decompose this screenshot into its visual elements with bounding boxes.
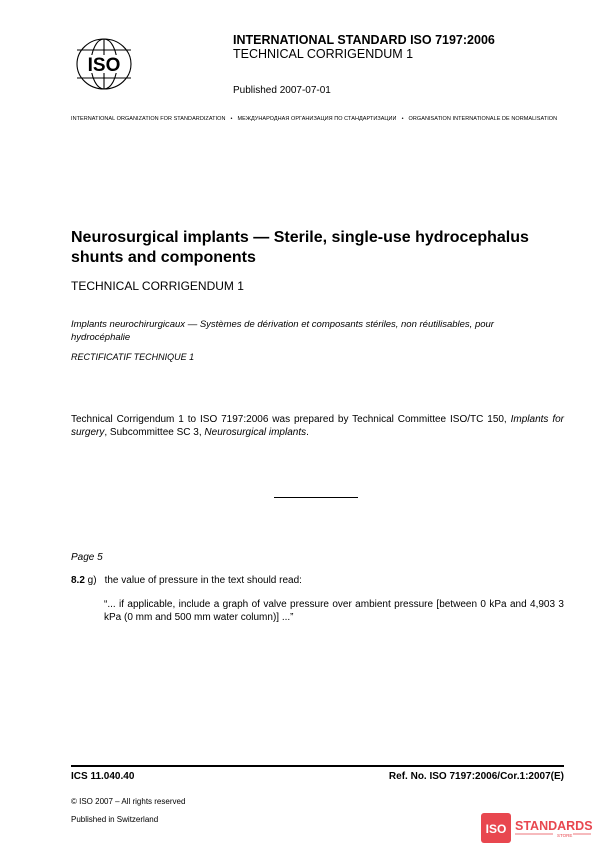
store-logo-standards: STANDARDS: [515, 819, 593, 833]
standard-title: INTERNATIONAL STANDARD ISO 7197:2006: [233, 33, 495, 47]
french-subtitle: RECTIFICATIF TECHNIQUE 1: [71, 352, 195, 362]
org-french: ORGANISATION INTERNATIONALE DE NORMALISATION: [408, 116, 558, 122]
published-date: Published 2007-07-01: [233, 85, 331, 96]
org-english: INTERNATIONAL ORGANIZATION FOR STANDARDIZATION: [71, 116, 226, 122]
copyright-notice: © ISO 2007 – All rights reserved: [71, 797, 186, 806]
page-reference: Page 5: [71, 552, 103, 563]
ics-code: ICS 11.040.40: [71, 771, 135, 782]
footer-rule: [71, 765, 564, 767]
org-russian: МЕЖДУНАРОДНАЯ ОРГАНИЗАЦИЯ ПО СТАНДАРТИЗАЦИИ: [237, 116, 397, 122]
separator-rule: [274, 497, 358, 498]
organization-names: INTERNATIONAL ORGANIZATION FOR STANDARDIZATION • МЕЖДУНАРОДНАЯ ОРГАНИЗАЦИЯ ПО СТАНДАРТИЗАЦИИ • ORGANISATION INTERNATIONALE DE NORMALISATION: [71, 116, 558, 122]
store-logo-iso: ISO: [485, 822, 507, 836]
reference-number: Ref. No. ISO 7197:2006/Cor.1:2007(E): [388, 771, 564, 782]
intro-paragraph: Technical Corrigendum 1 to ISO 7197:2006 was prepared by Technical Committee ISO/TC 150, Implants for surgery, Subcommittee SC 3, Neurosurgical implants.: [71, 414, 564, 438]
document-subtitle: TECHNICAL CORRIGENDUM 1: [71, 279, 244, 293]
store-logo-store: STORE: [557, 833, 573, 838]
corrected-quote: “... if applicable, include a graph of valve pressure over ambient pressure [between 0 kPa and 4,903 3 kPa (0 mm and 500 mm water column)] ...”: [104, 599, 564, 623]
document-title: Neurosurgical implants — Sterile, single-use hydrocephalus shunts and components: [71, 229, 529, 266]
iso-logo: [73, 36, 135, 92]
clause-line: 8.2 g) the value of pressure in the text should read:: [71, 575, 302, 586]
clause-number: 8.2: [71, 575, 85, 586]
clause-text: the value of pressure in the text should read:: [104, 575, 302, 586]
iso-standards-store-logo[interactable]: [481, 813, 593, 843]
published-location: Published in Switzerland: [71, 815, 159, 824]
corrigendum-label: TECHNICAL CORRIGENDUM 1: [233, 47, 414, 61]
french-title: Implants neurochirurgicaux — Systèmes de dérivation et composants stériles, non réutilisables, pour hydrocéphalie: [71, 319, 494, 343]
iso-logo-text: ISO: [87, 55, 121, 76]
